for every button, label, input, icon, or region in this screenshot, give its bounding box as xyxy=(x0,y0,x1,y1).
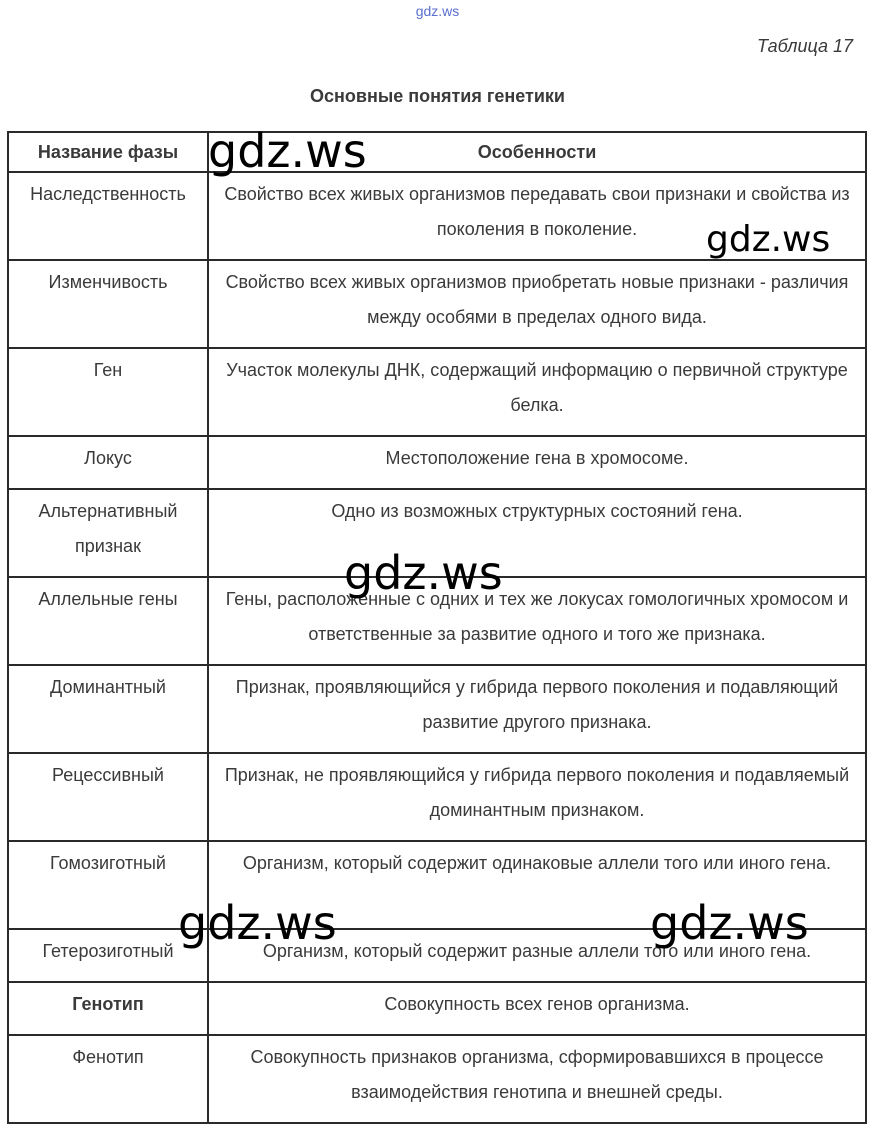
term-cell: Рецессивный xyxy=(8,753,208,841)
top-watermark: gdz.ws xyxy=(415,3,460,19)
document-title: Основные понятия генетики xyxy=(310,86,565,106)
description-cell: Гены, расположенные с одних и тех же локусах гомологичных хромосом и ответственные за развитие одного и того же признака. xyxy=(208,577,866,665)
description-cell: Свойство всех живых организмов передавать свои признаки и свойства из поколения в поколение. xyxy=(208,172,866,260)
term-cell: Фенотип xyxy=(8,1035,208,1123)
term-cell: Изменчивость xyxy=(8,260,208,348)
table-row xyxy=(8,665,866,753)
table-row xyxy=(8,436,866,489)
table-row xyxy=(8,348,866,436)
term-cell: Альтернативный признак xyxy=(8,489,208,577)
description-cell: Местоположение гена в хромосоме. xyxy=(208,436,866,489)
term-cell: Аллельные гены xyxy=(8,577,208,665)
term-cell: Гетерозиготный xyxy=(8,929,208,982)
table-row xyxy=(8,260,866,348)
term-cell: Доминантный xyxy=(8,665,208,753)
column-header-term: Название фазы xyxy=(8,132,208,172)
description-cell: Организм, который содержит разные аллели того или иного гена. xyxy=(208,929,866,982)
term-cell: Локус xyxy=(8,436,208,489)
watermark: gdz.ws xyxy=(344,546,503,600)
description-cell: Участок молекулы ДНК, содержащий информацию о первичной структуре белка. xyxy=(208,348,866,436)
watermark: gdz.ws xyxy=(178,896,337,950)
table-row xyxy=(8,1035,866,1123)
description-cell: Признак, проявляющийся у гибрида первого поколения и подавляющий развитие другого признака. xyxy=(208,665,866,753)
table-number-label: Таблица 17 xyxy=(756,36,853,56)
term-cell: Ген xyxy=(8,348,208,436)
watermark: gdz.ws xyxy=(208,124,367,178)
term-cell: Наследственность xyxy=(8,172,208,260)
genetics-concepts-table xyxy=(7,131,867,1124)
table-row xyxy=(8,982,866,1035)
description-cell: Совокупность всех генов организма. xyxy=(208,982,866,1035)
table-header-row xyxy=(8,132,866,172)
watermark: gdz.ws xyxy=(706,219,831,260)
column-header-description: Особенности xyxy=(208,132,866,172)
description-cell: Организм, который содержит одинаковые аллели того или иного гена. xyxy=(208,841,866,929)
term-cell: Генотип xyxy=(8,982,208,1035)
description-cell: Совокупность признаков организма, сформировавшихся в процессе взаимодействия генотипа и внешней среды. xyxy=(208,1035,866,1123)
description-cell: Одно из возможных структурных состояний гена. xyxy=(208,489,866,577)
term-cell: Гомозиготный xyxy=(8,841,208,929)
table-row xyxy=(8,753,866,841)
description-cell: Свойство всех живых организмов приобретать новые признаки - различия между особями в пределах одного вида. xyxy=(208,260,866,348)
watermark: gdz.ws xyxy=(650,896,809,950)
description-cell: Признак, не проявляющийся у гибрида первого поколения и подавляемый доминантным признаком. xyxy=(208,753,866,841)
